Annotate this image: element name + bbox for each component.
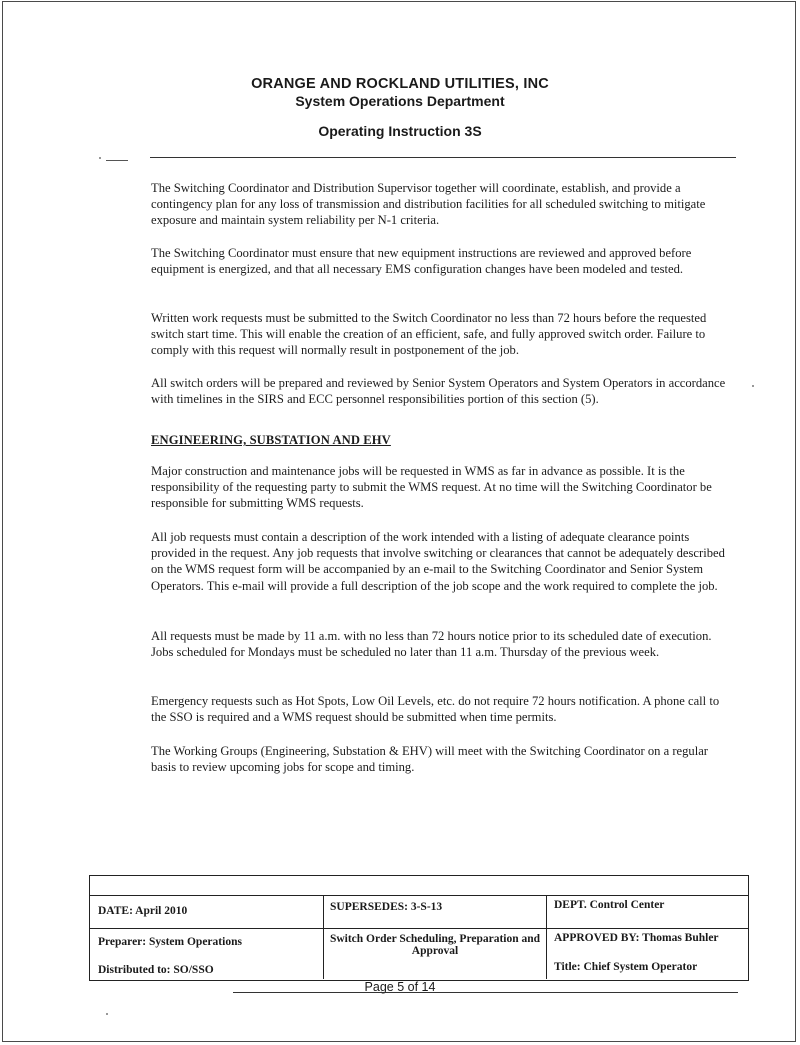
scan-speck: [99, 157, 101, 159]
paragraph: The Switching Coordinator must ensure that new equipment instructions are reviewed and approved before equipment is energized, and that all necessary EMS configuration changes have been modeled and tested.: [151, 246, 692, 277]
footer-title: Title: Chief System Operator: [554, 961, 698, 973]
page-rule: [233, 992, 738, 993]
paragraph: Written work requests must be submitted to the Switch Coordinator no less than 72 hours before the requested switch start time. This will enable the creation of an efficient, safe, and fully approved switch order. Failure to comply with this request will normally result in postponement of the job.: [151, 311, 707, 358]
footer-divider: [90, 928, 748, 929]
paragraph: Major construction and maintenance jobs will be requested in WMS as far in advance as possible. It is the responsibility of the requesting party to submit the WMS request. At no time will the Switching Coordinator be responsible for submitting WMS requests.: [151, 464, 712, 511]
footer-divider: [323, 895, 324, 979]
footer-date: DATE: April 2010: [98, 905, 188, 917]
document-title: Operating Instruction 3S: [318, 123, 482, 139]
scan-speck: [106, 1013, 108, 1015]
footer-divider: [546, 895, 547, 979]
department-name: System Operations Department: [295, 93, 505, 109]
header-rule: [150, 157, 736, 158]
footer-dept: DEPT. Control Center: [554, 899, 665, 911]
paragraph: The Switching Coordinator and Distribution Supervisor together will coordinate, establish, and provide a contingency plan for any loss of transmission and distribution facilities for all scheduled switching to mitigate exposure and maintain system reliability per N-1 criteria.: [151, 181, 706, 228]
footer-subject: Switch Order Scheduling, Preparation and Approval: [329, 933, 541, 957]
footer-divider: [90, 895, 748, 896]
paragraph: All switch orders will be prepared and reviewed by Senior System Operators and System Operators in accordance with timelines in the SIRS and ECC personnel responsibilities portion of this section (5).: [151, 376, 726, 407]
paragraph: All job requests must contain a description of the work intended with a listing of adequate clearance points provided in the request. Any job requests that involve switching or clearances that cannot be adequately described on the WMS request form will be accompanied by an e-mail to the Switching Coordinator and Senior System Operators. This e-mail will provide a full description of the job scope and the work required to complete the job.: [151, 530, 725, 593]
organization-name: ORANGE AND ROCKLAND UTILITIES, INC: [251, 76, 549, 92]
paragraph: Emergency requests such as Hot Spots, Low Oil Levels, etc. do not require 72 hours notification. A phone call to the SSO is required and a WMS request should be submitted when time permits.: [151, 694, 720, 725]
section-heading: ENGINEERING, SUBSTATION AND EHV: [151, 433, 391, 447]
header-rule-left: [106, 160, 128, 161]
document-footer-table: [89, 875, 749, 981]
paragraph: All requests must be made by 11 a.m. with no less than 72 hours notice prior to its scheduled date of execution. Jobs scheduled for Mondays must be scheduled no later than 11 a.m. Thursday of the previous week.: [151, 629, 712, 660]
footer-approved-by: APPROVED BY: Thomas Buhler: [554, 932, 719, 944]
footer-preparer: Preparer: System Operations: [98, 936, 242, 948]
scan-speck: [752, 385, 754, 387]
page-number: Page 5 of 14: [364, 980, 436, 994]
footer-supersedes: SUPERSEDES: 3-S-13: [330, 901, 443, 913]
paragraph: The Working Groups (Engineering, Substation & EHV) will meet with the Switching Coordinator on a regular basis to review upcoming jobs for scope and timing.: [151, 744, 708, 775]
footer-distribution: Distributed to: SO/SSO: [98, 964, 214, 976]
